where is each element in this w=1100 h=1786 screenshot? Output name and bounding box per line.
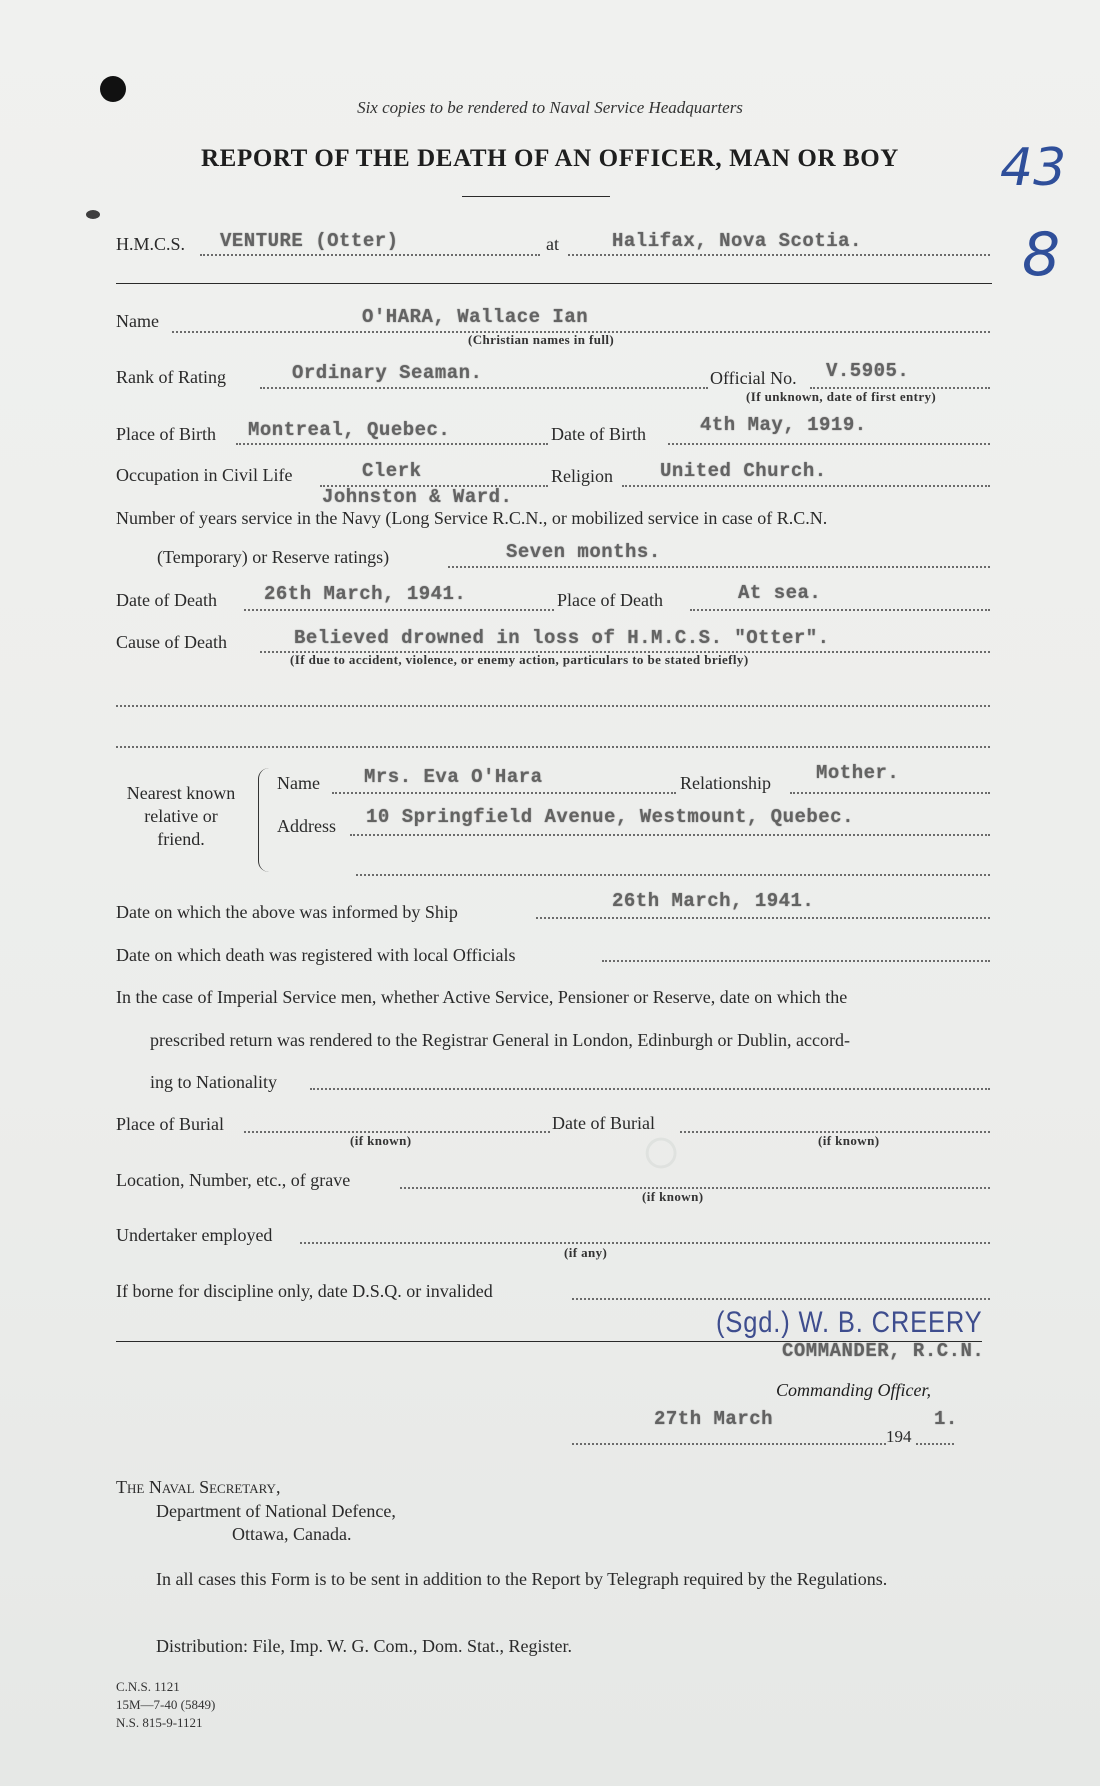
dotted-line: [260, 387, 708, 389]
dotted-line: [690, 609, 990, 611]
year-prefix: 194: [886, 1427, 912, 1446]
discipline-label: If borne for discipline only, date D.S.Q. or invalided: [116, 1281, 493, 1301]
burial-date-label: Date of Burial: [552, 1113, 655, 1133]
dotted-line: [568, 254, 990, 256]
burial-date-note: (if known): [818, 1133, 880, 1148]
imperial-line2: prescribed return was rendered to the Registrar General in London, Edinburgh or Dublin, accord-: [150, 1030, 850, 1050]
burial-place-label: Place of Burial: [116, 1114, 224, 1134]
death-place-value: At sea.: [738, 582, 822, 604]
dotted-line: [116, 746, 990, 748]
handwritten-number: 8: [1022, 220, 1061, 290]
dotted-line: [572, 1443, 886, 1445]
form-code: N.S. 815-9-1121: [116, 1715, 203, 1730]
undertaker-note: (if any): [564, 1245, 608, 1260]
year-suffix: 1.: [934, 1408, 958, 1430]
dotted-line: [332, 792, 676, 794]
dotted-line: [244, 609, 554, 611]
registered-label: Date on which death was registered with local Officials: [116, 945, 516, 965]
official-no-value: V.5905.: [826, 360, 910, 382]
employer-value: Johnston & Ward.: [322, 486, 513, 508]
dotted-line: [116, 705, 990, 707]
service-label-line2: (Temporary) or Reserve ratings): [157, 547, 390, 567]
location-value: Halifax, Nova Scotia.: [612, 230, 862, 252]
name-value: O'HARA, Wallace Ian: [362, 306, 589, 328]
form-codes: [116, 1678, 215, 1732]
relative-name-value: Mrs. Eva O'Hara: [364, 766, 543, 788]
hmcs-label: H.M.C.S.: [116, 234, 186, 254]
dotted-line: [448, 566, 990, 568]
death-place-label: Place of Death: [557, 590, 663, 610]
service-label-line1: Number of years service in the Navy (Long Service R.C.N., or mobilized service in case of R.C.N.: [116, 508, 828, 528]
signature-date: 27th March: [654, 1408, 774, 1430]
form-code: C.N.S. 1121: [116, 1679, 180, 1694]
dotted-line: [536, 917, 990, 919]
dotted-line: [300, 1242, 990, 1244]
handwritten-number: 43: [1000, 138, 1067, 198]
occupation-label: Occupation in Civil Life: [116, 465, 293, 485]
birth-place-value: Montreal, Quebec.: [248, 419, 451, 441]
dotted-line: [350, 834, 990, 836]
official-no-note: (If unknown, date of first entry): [746, 389, 937, 404]
copies-note: Six copies to be rendered to Naval Service Headquarters: [357, 98, 743, 117]
form-code: 15M—7-40 (5849): [116, 1697, 216, 1712]
dotted-line: [310, 1088, 990, 1090]
official-no-label: Official No.: [710, 368, 797, 388]
brace: [258, 768, 269, 872]
city: Ottawa, Canada.: [232, 1524, 352, 1544]
at-label: at: [546, 234, 559, 254]
cause-note: (If due to accident, violence, or enemy action, particulars to be stated briefly): [290, 652, 749, 667]
rank-value: Ordinary Seaman.: [292, 362, 483, 384]
religion-label: Religion: [551, 466, 613, 486]
dotted-line: [572, 1298, 990, 1300]
relative-group-line: friend.: [157, 829, 205, 849]
title-underline: [462, 196, 610, 197]
department: Department of National Defence,: [156, 1501, 396, 1521]
background-stamp-ghost: ○: [640, 1111, 689, 1189]
occupation-value: Clerk: [362, 460, 422, 482]
punch-mark: [86, 210, 100, 219]
imperial-line1: In the case of Imperial Service men, whether Active Service, Pensioner or Reserve, date on which the: [116, 987, 848, 1007]
informed-value: 26th March, 1941.: [612, 890, 815, 912]
relative-group-line: Nearest known: [126, 783, 236, 803]
undertaker-label: Undertaker employed: [116, 1225, 273, 1245]
death-date-label: Date of Death: [116, 590, 217, 610]
relative-group-label: [116, 782, 246, 851]
religion-value: United Church.: [660, 460, 827, 482]
grave-label: Location, Number, etc., of grave: [116, 1170, 351, 1190]
distribution-text: Distribution: File, Imp. W. G. Com., Dom. Stat., Register.: [156, 1636, 573, 1656]
relative-group-line: relative or: [144, 806, 218, 826]
dotted-line: [916, 1443, 954, 1445]
relationship-value: Mother.: [816, 762, 900, 784]
section-rule: [116, 283, 992, 284]
burial-place-note: (if known): [350, 1133, 412, 1148]
relationship-label: Relationship: [680, 773, 771, 793]
birth-date-value: 4th May, 1919.: [700, 414, 867, 436]
form-title: REPORT OF THE DEATH OF AN OFFICER, MAN OR BOY: [201, 145, 899, 172]
dotted-line: [356, 874, 990, 876]
address-label: Address: [277, 816, 336, 836]
death-date-value: 26th March, 1941.: [264, 583, 467, 605]
signature-stamp: (Sgd.) W. B. CREERY: [716, 1306, 983, 1339]
dotted-line: [622, 485, 990, 487]
dotted-line: [200, 254, 540, 256]
rank-label: Rank of Rating: [116, 367, 226, 387]
naval-secretary: The Naval Secretary,: [116, 1477, 281, 1497]
birth-date-label: Date of Birth: [551, 424, 646, 444]
dotted-line: [668, 443, 990, 445]
instruction-text: In all cases this Form is to be sent in addition to the Report by Telegraph required by the Regulations.: [156, 1569, 888, 1589]
informed-label: Date on which the above was informed by Ship: [116, 902, 458, 922]
signature-typed-rank: COMMANDER, R.C.N.: [782, 1340, 985, 1362]
cause-label: Cause of Death: [116, 632, 227, 652]
name-label: Name: [116, 311, 159, 331]
relative-name-label: Name: [277, 773, 320, 793]
cause-value: Believed drowned in loss of H.M.C.S. "Otter".: [294, 627, 830, 649]
service-value: Seven months.: [506, 541, 661, 563]
ship-value: VENTURE (Otter): [220, 230, 399, 252]
dotted-line: [602, 960, 990, 962]
imperial-line3: ing to Nationality: [150, 1072, 277, 1092]
dotted-line: [790, 792, 990, 794]
dotted-line: [236, 443, 548, 445]
commanding-officer-title: Commanding Officer,: [776, 1380, 931, 1400]
grave-note: (if known): [642, 1189, 704, 1204]
address-value: 10 Springfield Avenue, Westmount, Quebec.: [366, 806, 854, 828]
birth-place-label: Place of Birth: [116, 424, 216, 444]
name-note: (Christian names in full): [468, 332, 615, 347]
